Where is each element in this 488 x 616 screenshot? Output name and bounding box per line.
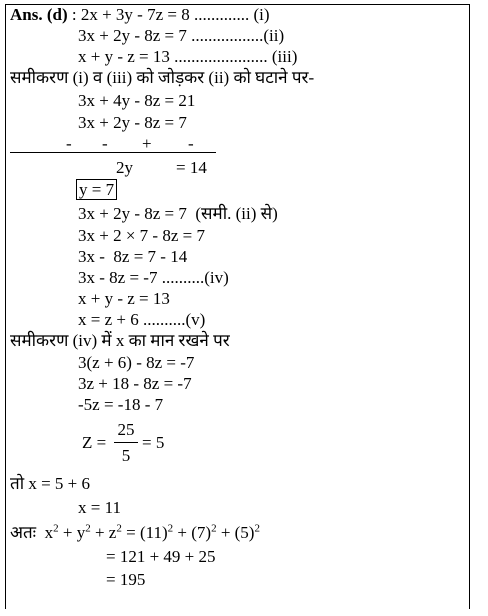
equation-3: x + y - z = 13 ...................... (iii) [78, 47, 298, 66]
sign-3: + [142, 134, 152, 153]
z-rhs: = 5 [142, 433, 165, 452]
sign-1: - [66, 134, 72, 153]
exponent: 2 [116, 522, 122, 535]
term: + z [90, 523, 117, 542]
x-line-1: तो x = 5 + 6 [10, 474, 91, 493]
z-step-2: 3z + 18 - 8z = -7 [78, 374, 192, 393]
z-numerator: 25 [117, 420, 135, 439]
exponent: 2 [254, 522, 260, 535]
step-1: 3x + 2 × 7 - 8z = 7 [78, 226, 205, 245]
substitution-note: (समी. (ii) से) [195, 204, 278, 223]
final-line-1 [10, 523, 260, 543]
result-rhs: = 14 [176, 158, 207, 177]
exponent: 2 [167, 522, 174, 535]
answer-line [10, 5, 270, 25]
term: + y [58, 523, 86, 542]
step-put-text: समीकरण (iv) में x का मान रखने पर [10, 331, 230, 350]
y-value: y = 7 [76, 179, 117, 200]
term: = (11) [121, 523, 168, 542]
subtraction-rule [10, 152, 216, 153]
z-step-1: 3(z + 6) - 8z = -7 [78, 353, 195, 372]
sum-equation: 3x + 4y - 8z = 21 [78, 91, 196, 110]
exponent: 2 [53, 522, 59, 535]
result-lhs: 2y [116, 158, 133, 177]
exponent: 2 [85, 522, 91, 535]
equation-2: 3x + 2y - 8z = 7 .................(ii) [78, 26, 285, 45]
sign-2: - [102, 134, 108, 153]
solution-box [5, 4, 470, 609]
step-3: 3x - 8z = -7 ..........(iv) [78, 268, 229, 287]
term: + (5) [216, 523, 255, 542]
z-lhs: Z = [82, 433, 107, 452]
answer-label: Ans. (d) [10, 5, 68, 24]
fraction-bar [114, 442, 138, 443]
equation-1: : 2x + 3y - 7z = 8 ............. (i) [71, 5, 270, 24]
substitution-line [78, 204, 278, 224]
exponent: 2 [211, 522, 217, 535]
term: x [44, 523, 54, 542]
final-line-3: = 195 [106, 570, 146, 589]
step-4: x + y - z = 13 [78, 289, 170, 308]
z-step-3: -5z = -18 - 7 [78, 395, 164, 414]
step-2: 3x - 8z = 7 - 14 [78, 247, 188, 266]
final-prefix: अतः [10, 523, 37, 542]
z-denominator: 5 [121, 446, 131, 465]
y-value-box [76, 180, 117, 200]
step-5: x = z + 6 ..........(v) [78, 310, 206, 329]
z-fraction [114, 420, 138, 466]
step-add-text: समीकरण (i) व (iii) को जोड़कर (ii) को घटाने पर- [10, 68, 315, 87]
subtract-equation: 3x + 2y - 8z = 7 [78, 113, 187, 132]
term: + (7) [173, 523, 212, 542]
final-line-2: = 121 + 49 + 25 [106, 547, 216, 566]
substitution-equation: 3x + 2y - 8z = 7 [78, 204, 187, 223]
sign-4: - [188, 134, 194, 153]
x-line-2: x = 11 [78, 498, 121, 517]
